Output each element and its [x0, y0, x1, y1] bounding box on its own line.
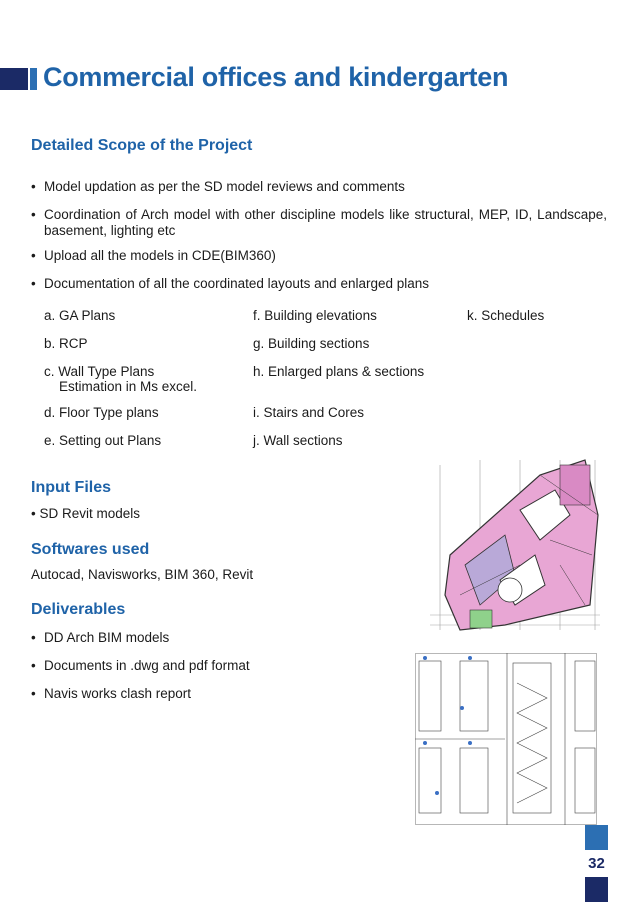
doc-list-item: k. Schedules [467, 308, 545, 323]
scope-bullet-text: Coordination of Arch model with other discipline models like structural, MEP, ID, Landscape, basement, lighting etc [44, 207, 607, 238]
doc-list-item-note: Estimation in Ms excel. [59, 379, 198, 394]
deliverables-heading: Deliverables [31, 601, 126, 618]
input-files-item: • SD Revit models [31, 506, 141, 521]
deliverable-text: Navis works clash report [44, 686, 192, 701]
title-accent-bar-light [30, 68, 37, 90]
scope-bullet-text: Upload all the models in CDE(BIM360) [44, 248, 276, 263]
page-number: 32 [588, 855, 605, 872]
doc-list-item: d. Floor Type plans [44, 405, 159, 420]
section-drawings-image [415, 653, 597, 825]
doc-list-item: a. GA Plans [44, 308, 116, 323]
doc-list-item: i. Stairs and Cores [253, 405, 365, 420]
scope-bullet [31, 179, 607, 195]
deliverable-text: Documents in .dwg and pdf format [44, 658, 250, 673]
deliverable-text: DD Arch BIM models [44, 630, 170, 645]
scope-bullet [31, 276, 607, 292]
scope-bullet [31, 248, 607, 264]
doc-list-item: g. Building sections [253, 336, 370, 351]
scope-bullet-text: Model updation as per the SD model reviews and comments [44, 179, 405, 194]
softwares-heading: Softwares used [31, 541, 150, 558]
scope-bullet-text: Documentation of all the coordinated layouts and enlarged plans [44, 276, 430, 291]
bullet-icon: • [31, 207, 36, 222]
scope-bullet [31, 207, 607, 239]
page-number-bar-top [585, 825, 608, 850]
deliverable-item [31, 630, 391, 646]
bullet-icon: • [31, 658, 36, 673]
doc-list-item: b. RCP [44, 336, 88, 351]
bullet-icon: • [31, 630, 36, 645]
page-title: Commercial offices and kindergarten [43, 62, 509, 92]
bullet-icon: • [31, 179, 36, 194]
scope-heading: Detailed Scope of the Project [31, 137, 253, 154]
bullet-icon: • [31, 686, 36, 701]
title-accent-bar [0, 68, 28, 90]
doc-list-item: j. Wall sections [253, 433, 343, 448]
deliverable-item [31, 658, 391, 674]
floor-plan-image [420, 455, 605, 635]
doc-list-item: f. Building elevations [253, 308, 377, 323]
softwares-text: Autocad, Navisworks, BIM 360, Revit [31, 567, 254, 582]
doc-list-item: c. Wall Type Plans [44, 364, 155, 379]
input-files-heading: Input Files [31, 479, 111, 496]
doc-list-item: h. Enlarged plans & sections [253, 364, 425, 379]
bullet-icon: • [31, 276, 36, 291]
doc-list-item: e. Setting out Plans [44, 433, 162, 448]
deliverable-item [31, 686, 391, 702]
page-number-bar-bottom [585, 877, 608, 902]
bullet-icon: • [31, 248, 36, 263]
